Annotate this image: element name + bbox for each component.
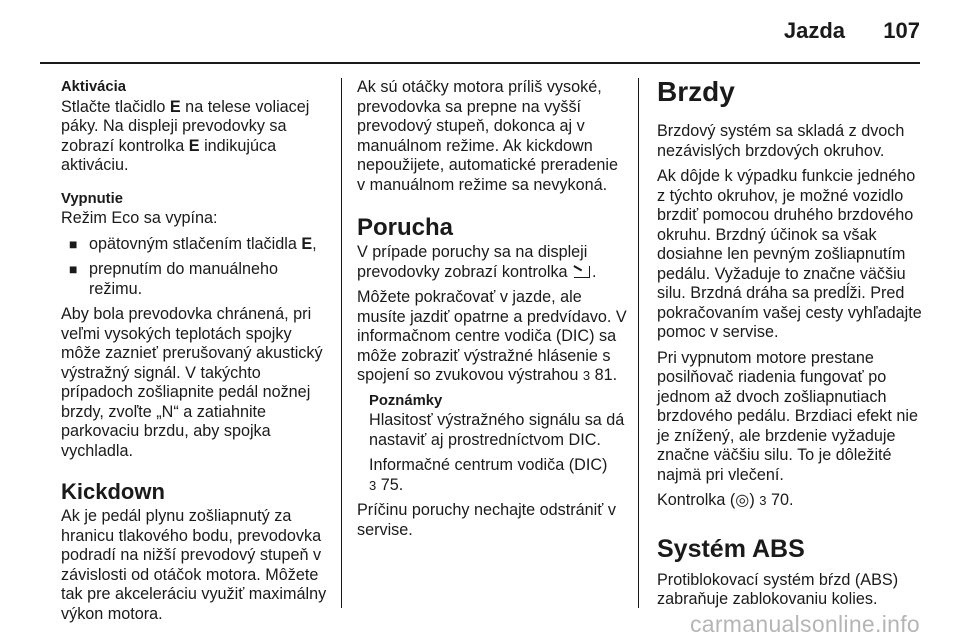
kickdown-body: Ak je pedál plynu zošliapnutý za hranicu tlakového bodu, prevodovka podradí na nižší prevodový stupeň v závislosti od otáčok motora. Môžete tak pre akceleráciu využiť maximálny výkon motora. <box>61 507 327 623</box>
page-ref-arrow-icon: 3 <box>369 477 377 493</box>
eco-key-label: E <box>188 136 200 155</box>
column-1 <box>61 78 329 630</box>
header-rule <box>40 62 920 64</box>
section-title: Jazda <box>783 18 845 43</box>
fault-text-3: Príčinu poruchy nechajte odstrániť v servise. <box>357 501 616 539</box>
column-divider-right <box>638 78 639 608</box>
note-heading: Poznámky <box>369 392 443 409</box>
deactivation-list <box>61 235 329 300</box>
fault-text-1: V prípade poruchy sa na displeji prevodovky zobrazí kontrolka . <box>357 243 597 281</box>
deactivation-heading: Vypnutie <box>61 190 123 207</box>
note-text-1: Hlasitosť výstražného signálu sa dá nastaviť aj prostredníctvom DIC. <box>369 411 625 449</box>
activation-heading: Aktivácia <box>61 79 126 95</box>
deactivation-body: Aby bola prevodovka chránená, pri veľmi vysokých teplotách spojky môže zaznieť prerušovaný akustický výstražný signál. V takýchto prípadoch zošliapnite pedál nožnej brzdy, zvoľte „N“ a zatiahnite parkovaciu brzdu, aby spojka vychladla. <box>61 305 323 460</box>
brakes-text-1: Brzdový systém sa skladá z dvoch nezávislých brzdových okruhov. <box>657 122 905 160</box>
brakes-text-4: Kontrolka (◎) 3 70. <box>657 491 794 509</box>
note-text-2: Informačné centrum vodiča (DIC) 3 75. <box>369 456 608 494</box>
deactivation-intro: Režim Eco sa vypína: <box>61 209 218 227</box>
brakes-text-2: Ak dôjde k výpadku funkcie jedného z týchto okruhov, je možné vozidlo brzdiť pomocou druhého brzdového okruhu. Brzdný účinok sa však dosiahne len pevným zošliapnutím pedálu. Vyžaduje to značne väčšiu silu. Brzdná dráha sa predĺži. Pred pokračovaním vašej cesty vyhľadajte pomoc v servise. <box>657 167 922 341</box>
column-divider-left <box>341 78 342 608</box>
list-item: ■ opätovným stlačením tlačidla E, <box>69 234 317 253</box>
column-2 <box>357 78 627 546</box>
eco-key-label: E <box>169 97 181 116</box>
brakes-heading: Brzdy <box>657 76 735 107</box>
brakes-text-3: Pri vypnutom motore prestane posilňovač riadenia fungovať po jednom až dvoch zošliapnutiach brzdového pedálu. Brzdiaci efekt nie je znížený, ale brzdenie vyžaduje značne väčšiu silu. To je dôležité najmä pri vlečení. <box>657 348 918 484</box>
note-block <box>357 392 627 496</box>
activation-text: Stlačte tlačidlo E na telese voliacej páky. Na displeji prevodovky sa zobrazí kontrolka E indikujúca aktiváciu. <box>61 97 310 174</box>
page-number: 107 <box>883 18 920 43</box>
abs-heading: Systém ABS <box>657 534 805 563</box>
transmission-fault-icon <box>574 266 590 278</box>
kickdown-heading: Kickdown <box>61 479 165 504</box>
brake-warning-icon: (◎) <box>729 491 755 509</box>
fault-text-2: Môžete pokračovať v jazde, ale musíte jazdiť opatrne a predvídavo. V informačnom centre vodiča (DIC) sa môže zobraziť výstražné hlásenie s spojení so zvukovou výstrahou 3 81. <box>357 288 627 384</box>
bullet-icon: ■ <box>69 235 78 252</box>
fault-heading: Porucha <box>357 214 454 241</box>
bullet-icon: ■ <box>69 261 78 277</box>
page-header <box>0 0 960 60</box>
abs-text-1: Protiblokovací systém bŕzd (ABS) zabraňuje zablokovaniu kolies. <box>657 570 899 608</box>
watermark: carmanualsonline.info <box>689 611 920 637</box>
list-item: ■ prepnutím do manuálneho režimu. <box>69 260 278 298</box>
column-3 <box>657 78 925 616</box>
page-ref-arrow-icon: 3 <box>582 368 591 383</box>
shift-text: Ak sú otáčky motora príliš vysoké, prevodovka sa prepne na vyšší prevodový stupeň, dokonca aj v manuálnom režime. Ak kickdown nepoužijete, automatické preradenie v manuálnom režime sa nevykoná. <box>357 78 618 194</box>
page-ref-arrow-icon: 3 <box>759 493 767 508</box>
